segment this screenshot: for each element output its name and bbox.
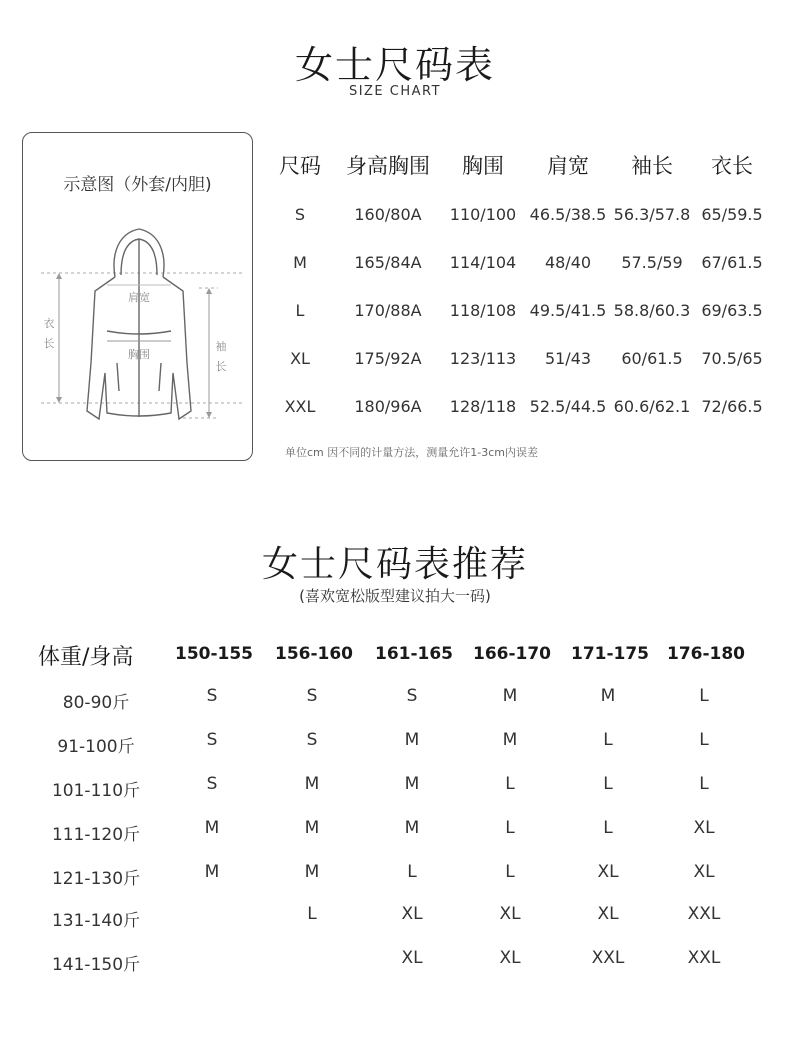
size-chart-cell: 69/63.5 [701, 301, 763, 320]
height-header: 156-160 [274, 644, 354, 664]
length-header: 衣长 [711, 154, 753, 178]
size-chart-cell: 72/66.5 [701, 397, 763, 416]
size-chart-cell: 60/61.5 [621, 349, 683, 368]
recommended-size-cell: M [404, 774, 420, 794]
sleeve-label-1: 袖 [215, 340, 227, 353]
height-header: 150-155 [174, 644, 254, 664]
sleeve-label-2: 长 [215, 360, 227, 373]
jacket-outline [87, 229, 191, 419]
recommendation-title: 女士尺码表推荐 [261, 544, 528, 585]
recommended-size-cell: L [505, 862, 515, 882]
recommended-size-cell: M [404, 818, 420, 838]
recommended-size-cell: L [505, 818, 515, 838]
measurement-note: 单位cm 因不同的计量方法，测量允许1-3cm内误差 [285, 446, 538, 459]
chest-label: 胸围 [128, 348, 150, 361]
size-chart-cell: 175/92A [354, 349, 422, 368]
size-chart-cell: 60.6/62.1 [613, 397, 691, 416]
recommended-size-cell: M [404, 730, 420, 750]
size-chart-cell: 128/118 [449, 397, 517, 416]
recommended-size-cell: L [407, 862, 417, 882]
weight-row-label: 111-120斤 [51, 825, 141, 845]
recommended-size-cell: XL [693, 862, 715, 882]
recommended-size-cell: L [505, 774, 515, 794]
size-chart-cell: 110/100 [449, 205, 517, 224]
size-chart-cell: 160/80A [354, 205, 422, 224]
recommended-size-cell: S [206, 774, 218, 794]
height-header: 161-165 [374, 644, 454, 664]
height-header: 166-170 [472, 644, 552, 664]
jacket-diagram [23, 213, 254, 458]
recommended-size-cell: S [406, 686, 418, 706]
weight-row-label: 91-100斤 [57, 737, 135, 757]
recommended-size-cell: L [603, 774, 613, 794]
size-chart-cell: 123/113 [449, 349, 517, 368]
page-title: 女士尺码表 [294, 43, 495, 87]
sleeve-header: 袖长 [631, 154, 673, 178]
length-label-2: 长 [43, 337, 55, 350]
recommended-size-cell: M [204, 862, 220, 882]
size-chart-cell: 70.5/65 [701, 349, 763, 368]
size-chart-cell: 180/96A [354, 397, 422, 416]
recommended-size-cell: M [600, 686, 616, 706]
recommended-size-cell: L [603, 818, 613, 838]
recommended-size-cell: S [306, 730, 318, 750]
size-chart-cell: 57.5/59 [621, 253, 683, 272]
recommended-size-cell: XL [401, 904, 423, 924]
recommended-size-cell: M [304, 774, 320, 794]
size-chart-cell: 118/108 [449, 301, 517, 320]
size-chart-cell: 56.3/57.8 [613, 205, 691, 224]
size-chart-cell: L [295, 301, 305, 320]
weight-row-label: 101-110斤 [51, 781, 141, 801]
recommended-size-cell: M [204, 818, 220, 838]
height-header: 171-175 [570, 644, 650, 664]
size-chart-cell: M [293, 253, 307, 272]
height-chest-header: 身高胸围 [346, 154, 430, 178]
recommended-size-cell: M [502, 730, 518, 750]
shoulder-header: 肩宽 [547, 154, 589, 178]
size-chart-cell: 65/59.5 [701, 205, 763, 224]
recommended-size-cell: M [502, 686, 518, 706]
diagram-caption: 示意图（外套/内胆) [63, 175, 212, 195]
recommendation-subtitle: (喜欢宽松版型建议拍大一码) [299, 587, 491, 605]
size-chart-cell: XL [290, 349, 310, 368]
recommended-size-cell: XL [597, 904, 619, 924]
recommended-size-cell: L [603, 730, 613, 750]
size-chart-cell: 51/43 [544, 349, 592, 368]
weight-row-label: 121-130斤 [51, 869, 141, 889]
size-chart-cell: 48/40 [544, 253, 592, 272]
recommended-size-cell: L [699, 730, 709, 750]
size-chart-cell: 46.5/38.5 [529, 205, 607, 224]
recommended-size-cell: XXL [687, 904, 721, 924]
length-label-1: 衣 [43, 317, 55, 330]
recommended-size-cell: XL [499, 948, 521, 968]
size-chart-cell: 52.5/44.5 [529, 397, 607, 416]
size-chart-cell: 67/61.5 [701, 253, 763, 272]
weight-row-label: 80-90斤 [62, 693, 130, 713]
recommended-size-cell: XL [499, 904, 521, 924]
size-chart-cell: 114/104 [449, 253, 517, 272]
size-header: 尺码 [279, 154, 321, 178]
size-chart-cell: 170/88A [354, 301, 422, 320]
jacket-diagram-panel [22, 132, 253, 461]
recommended-size-cell: S [306, 686, 318, 706]
shoulder-label: 肩宽 [128, 291, 150, 304]
recommended-size-cell: M [304, 862, 320, 882]
recommended-size-cell: L [307, 904, 317, 924]
recommended-size-cell: XL [401, 948, 423, 968]
recommended-size-cell: M [304, 818, 320, 838]
page-subtitle: SIZE CHART [348, 84, 442, 99]
recommended-size-cell: L [699, 774, 709, 794]
chest-header: 胸围 [462, 154, 504, 178]
recommended-size-cell: L [699, 686, 709, 706]
weight-row-label: 131-140斤 [51, 911, 141, 931]
height-header: 176-180 [666, 644, 746, 664]
recommended-size-cell: XXL [687, 948, 721, 968]
weight-height-header: 体重/身高 [38, 645, 134, 670]
recommended-size-cell: XL [597, 862, 619, 882]
size-chart-cell: 58.8/60.3 [613, 301, 691, 320]
recommended-size-cell: S [206, 686, 218, 706]
size-chart-cell: 165/84A [354, 253, 422, 272]
recommended-size-cell: XXL [591, 948, 625, 968]
size-chart-cell: S [294, 205, 306, 224]
weight-row-label: 141-150斤 [51, 955, 141, 975]
recommended-size-cell: XL [693, 818, 715, 838]
recommended-size-cell: S [206, 730, 218, 750]
size-chart-cell: XXL [284, 397, 316, 416]
size-chart-cell: 49.5/41.5 [529, 301, 607, 320]
